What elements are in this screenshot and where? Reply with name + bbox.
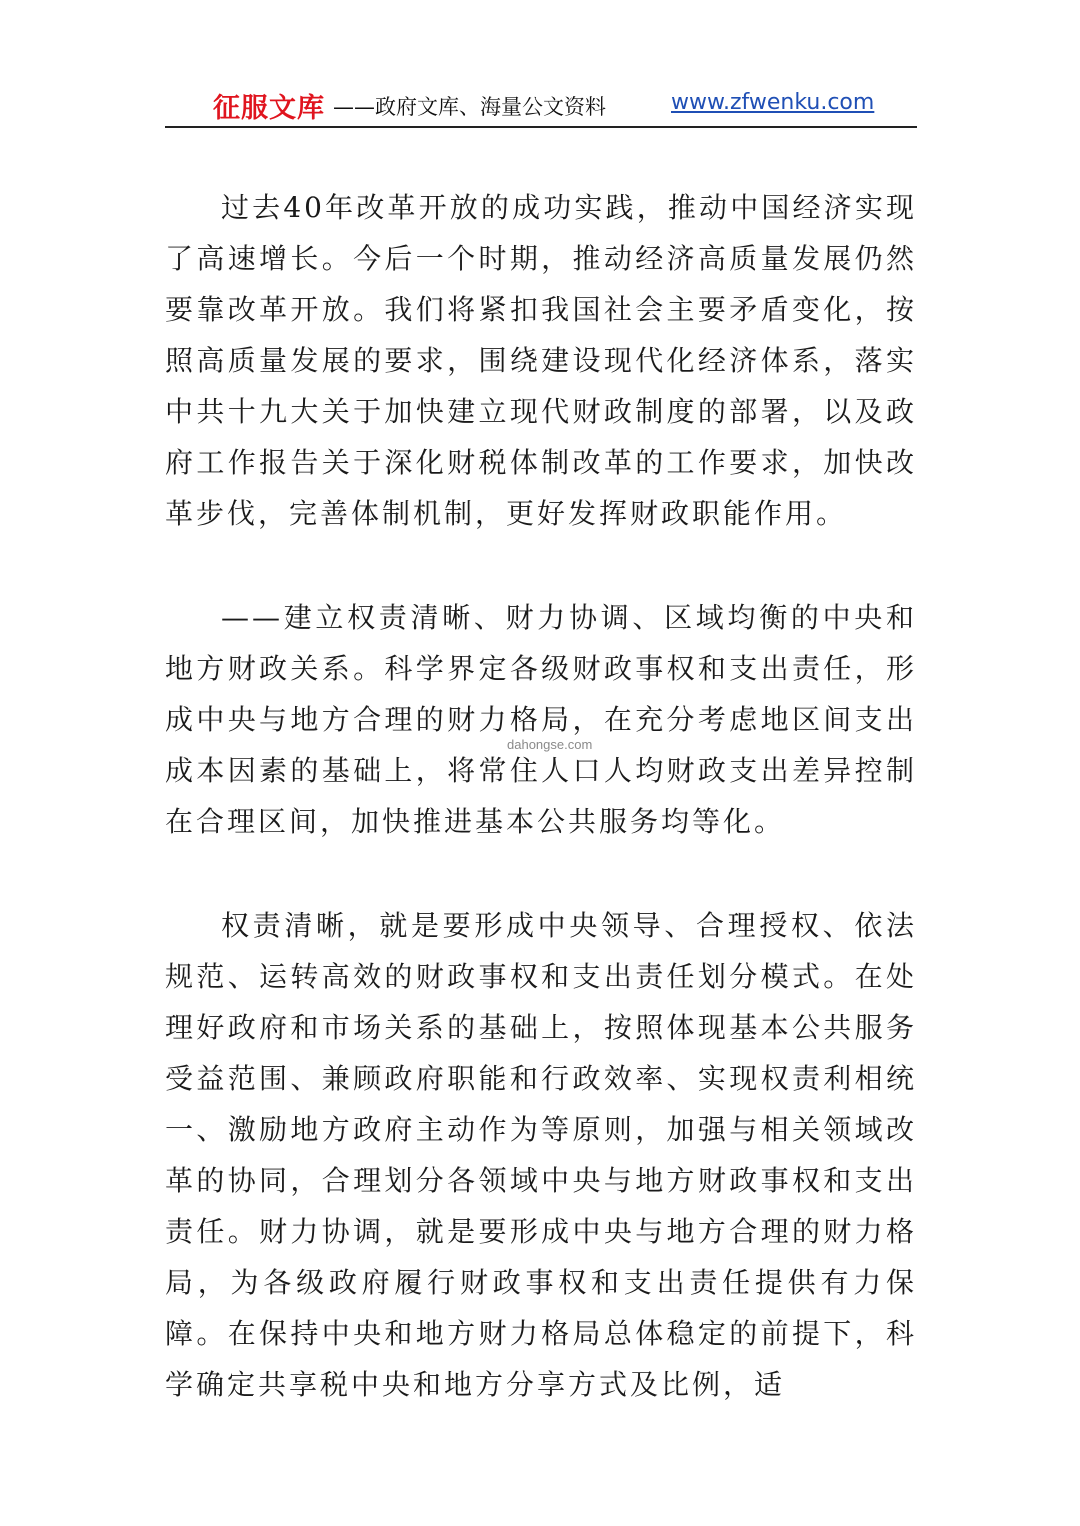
paragraph-1: 过去40年改革开放的成功实践，推动中国经济实现了高速增长。今后一个时期，推动经济高质量发展仍然要靠改革开放。我们将紧扣我国社会主要矛盾变化，按照高质量发展的要求，围绕建设现代化经济体系，落实中共十九大关于加快建立现代财政制度的部署，以及政府工作报告关于深化财税体制改革的工作要求，加快改革步伐，完善体制机制，更好发挥财政职能作用。 <box>165 191 917 530</box>
website-link[interactable]: www.zfwenku.com <box>671 90 875 115</box>
header-tagline: ——政府文库、海量公文资料 <box>333 95 606 119</box>
paragraph-2: ——建立权责清晰、财力协调、区域均衡的中央和地方财政关系。科学界定各级财政事权和支出责任，形成中央与地方合理的财力格局，在充分考虑地区间支出成本因素的基础上，将常住人口人均财政支出差异控制在合理区间，加快推进基本公共服务均等化。 <box>165 601 917 838</box>
paragraph-3: 权责清晰，就是要形成中央领导、合理授权、依法规范、运转高效的财政事权和支出责任划分模式。在处理好政府和市场关系的基础上，按照体现基本公共服务受益范围、兼顾政府职能和行政效率、实现权责利相统一、激励地方政府主动作为等原则，加强与相关领域改革的协同，合理划分各领域中央与地方财政事权和支出责任。财力协调，就是要形成中央与地方合理的财力格局，为各级政府履行财政事权和支出责任提供有力保障。在保持中央和地方财力格局总体稳定的前提下，科学确定共享税中央和地方分享方式及比例，适 <box>165 909 917 1401</box>
watermark-text: dahongse.com <box>507 737 593 752</box>
document-body <box>165 182 917 1410</box>
brand-logo-text: 征服文库 <box>213 93 325 124</box>
page-header <box>165 82 917 128</box>
